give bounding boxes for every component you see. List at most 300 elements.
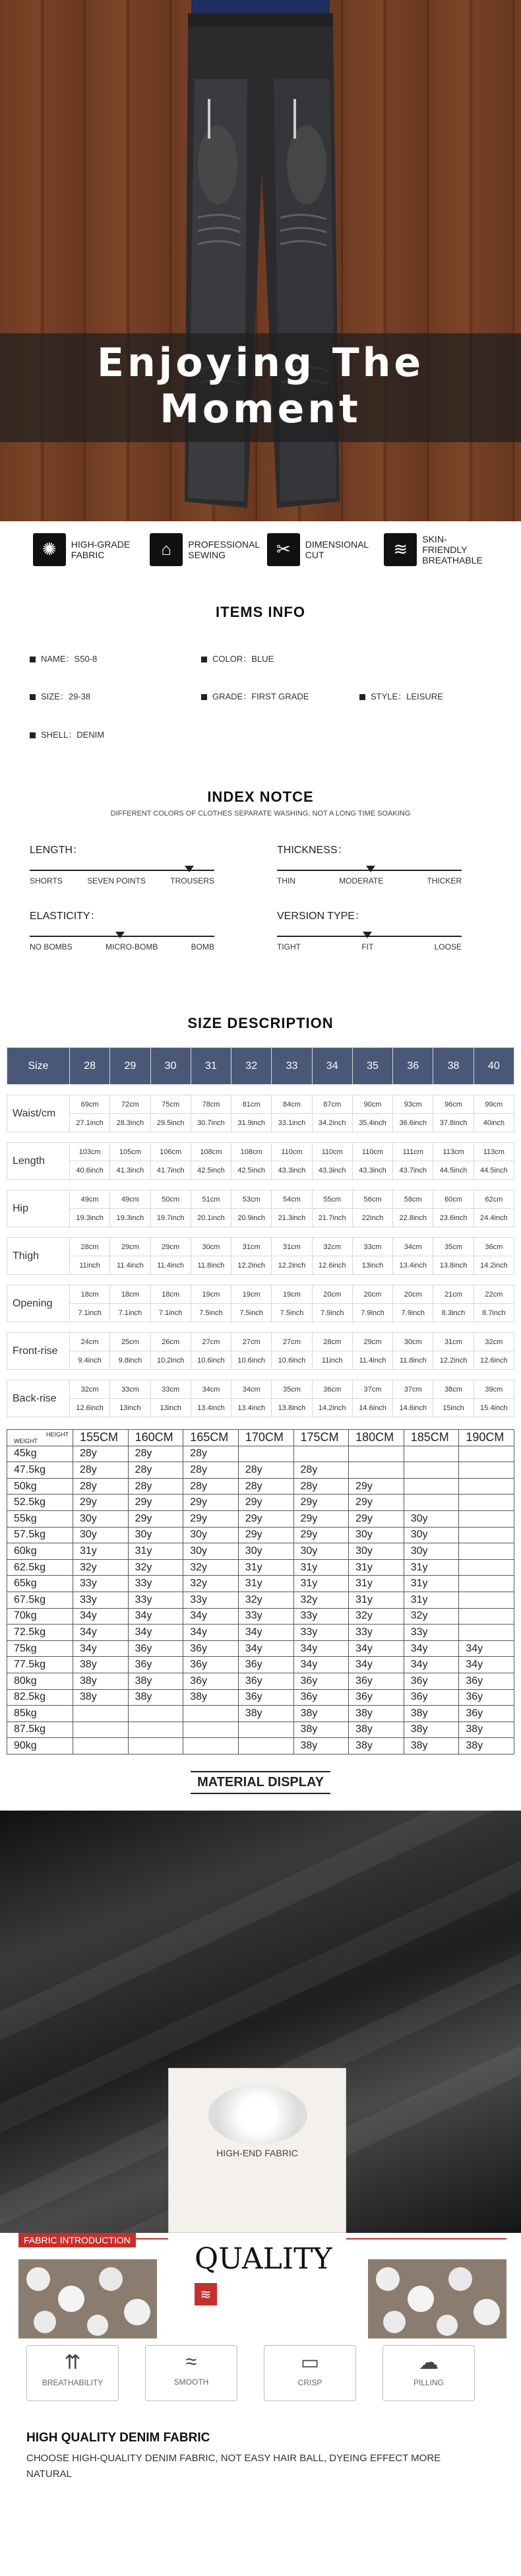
hw-size-cell: [238, 1446, 293, 1462]
feature-sewing: [150, 533, 260, 566]
hw-size-cell: 31y: [293, 1559, 349, 1576]
size-cell-cm: 36cm: [312, 1380, 352, 1399]
hw-size-cell: 36y: [183, 1657, 239, 1673]
size-cell-inch: 42.5inch: [191, 1161, 231, 1180]
hw-size-cell: 28y: [73, 1462, 129, 1479]
hw-size-cell: 36y: [183, 1673, 239, 1689]
size-cell-cm: 20cm: [312, 1285, 352, 1304]
size-cell-inch: 10.6inch: [272, 1351, 312, 1370]
prop-label: SMOOTH: [173, 2377, 209, 2387]
hw-size-cell: 28y: [183, 1462, 239, 1479]
hw-size-cell: 38y: [404, 1738, 459, 1755]
size-cell-cm: 55cm: [312, 1190, 352, 1209]
size-cell-cm: 31cm: [272, 1238, 312, 1256]
hw-size-cell: 36y: [293, 1689, 349, 1706]
hw-size-cell: [404, 1495, 459, 1511]
cloud-icon: ☁: [419, 2351, 439, 2373]
size-cell-inch: 15.4inch: [474, 1399, 514, 1417]
hw-size-cell: 30y: [404, 1510, 459, 1527]
fabric-introduction-label: FABRIC INTRODUCTION: [18, 2233, 136, 2247]
size-cell-cm: 62cm: [474, 1190, 514, 1209]
size-cell-inch: 31.9inch: [231, 1114, 272, 1132]
weight-label: 52.5kg: [7, 1495, 73, 1511]
hw-size-cell: 29y: [238, 1510, 293, 1527]
size-cell-inch: 7.5inch: [191, 1304, 231, 1322]
elasticity-scale: [30, 907, 214, 951]
hw-size-cell: 38y: [73, 1689, 129, 1706]
size-cell-cm: 53cm: [231, 1190, 272, 1209]
size-cell-cm: 29cm: [150, 1238, 191, 1256]
hw-size-cell: 36y: [459, 1706, 514, 1722]
hw-size-cell: 29y: [349, 1495, 404, 1511]
hw-size-cell: 38y: [349, 1722, 404, 1738]
size-header-cell: 34: [312, 1048, 352, 1085]
version-label: VERSION TYPE：: [277, 911, 365, 922]
hw-size-cell: [459, 1462, 514, 1479]
size-cell-cm: 35cm: [272, 1380, 312, 1399]
size-cell-inch: 7.5inch: [272, 1304, 312, 1322]
index-notice-title: INDEX NOTCE: [207, 789, 314, 805]
hw-size-cell: [238, 1722, 293, 1738]
size-header-cell: 36: [393, 1048, 433, 1085]
hw-size-cell: 36y: [128, 1657, 183, 1673]
hw-size-cell: [459, 1478, 514, 1495]
hw-size-cell: 33y: [73, 1592, 129, 1608]
quality-box: [168, 2233, 346, 2319]
size-cell-inch: 36.6inch: [393, 1114, 433, 1132]
hw-size-cell: 29y: [349, 1478, 404, 1495]
size-cell-cm: 110cm: [312, 1143, 352, 1161]
size-cell-cm: 28cm: [70, 1238, 110, 1256]
weight-label: 90kg: [7, 1738, 73, 1755]
size-cell-cm: 19cm: [231, 1285, 272, 1304]
hw-size-cell: 36y: [128, 1640, 183, 1657]
weight-label: 45kg: [7, 1446, 73, 1462]
size-cell-inch: 7.5inch: [231, 1304, 272, 1322]
size-cell-inch: 20.1inch: [191, 1209, 231, 1227]
size-cell-inch: 11.4inch: [110, 1256, 150, 1275]
size-cell-inch: 14.6inch: [352, 1399, 392, 1417]
hw-size-cell: 38y: [293, 1706, 349, 1722]
scissors-icon: ✂: [267, 533, 300, 566]
hw-size-cell: [128, 1738, 183, 1755]
size-cell-cm: 18cm: [150, 1285, 191, 1304]
elasticity-opt: MICRO-BOMB: [106, 942, 158, 951]
size-cell-inch: 9.8inch: [110, 1351, 150, 1370]
size-cell-cm: 110cm: [352, 1143, 392, 1161]
size-cell-cm: 99cm: [474, 1095, 514, 1114]
size-cell-inch: 15inch: [433, 1399, 474, 1417]
hw-size-cell: 33y: [183, 1592, 239, 1608]
size-cell-inch: 24.4inch: [474, 1209, 514, 1227]
hw-size-cell: 36y: [238, 1689, 293, 1706]
hw-size-cell: 28y: [128, 1478, 183, 1495]
hw-size-cell: 29y: [293, 1527, 349, 1543]
fabric-headline: HIGH QUALITY DENIM FABRIC: [26, 2430, 210, 2445]
size-cell-inch: 13inch: [352, 1256, 392, 1275]
size-cell-inch: 7.9inch: [393, 1304, 433, 1322]
size-description-title: SIZE DESCRIPTION: [187, 1015, 334, 1031]
size-cell-cm: 19cm: [191, 1285, 231, 1304]
size-cell-inch: 13.4inch: [393, 1256, 433, 1275]
length-opt: SHORTS: [30, 876, 63, 886]
high-end-fabric-card: [168, 2068, 346, 2233]
items-info-title: ITEMS INFO: [216, 604, 305, 620]
size-cell-inch: 43.3inch: [272, 1161, 312, 1180]
feature-label: DIMENSIONAL CUT: [305, 538, 369, 560]
sewing-machine-icon: ⌂: [150, 533, 183, 566]
hw-size-cell: 34y: [349, 1640, 404, 1657]
hw-size-cell: [404, 1462, 459, 1479]
size-cell-inch: 14.2inch: [312, 1399, 352, 1417]
size-cell-inch: 7.9inch: [352, 1304, 392, 1322]
size-row-label: Front-rise: [7, 1333, 70, 1370]
size-cell-cm: 29cm: [352, 1333, 392, 1351]
hw-size-cell: 28y: [183, 1478, 239, 1495]
hw-size-cell: 30y: [349, 1543, 404, 1560]
height-header-cell: 170CM: [238, 1430, 293, 1446]
cotton-swatch-image: [368, 2259, 506, 2338]
hw-size-cell: 32y: [183, 1576, 239, 1592]
size-cell-cm: 54cm: [272, 1190, 312, 1209]
size-cell-cm: 108cm: [231, 1143, 272, 1161]
hw-size-cell: 29y: [183, 1495, 239, 1511]
size-cell-cm: 27cm: [191, 1333, 231, 1351]
size-cell-cm: 56cm: [352, 1190, 392, 1209]
hw-size-cell: 34y: [404, 1640, 459, 1657]
version-scale: [277, 907, 462, 951]
hw-size-cell: 29y: [293, 1495, 349, 1511]
hw-size-cell: 38y: [128, 1673, 183, 1689]
version-opt: TIGHT: [277, 942, 301, 951]
length-opt: TROUSERS: [170, 876, 214, 886]
size-cell-cm: 37cm: [352, 1380, 392, 1399]
size-cell-cm: 39cm: [474, 1380, 514, 1399]
hw-size-cell: [459, 1527, 514, 1543]
weight-label: 57.5kg: [7, 1527, 73, 1543]
hw-size-cell: 28y: [293, 1478, 349, 1495]
thickness-opt: MODERATE: [339, 876, 384, 886]
weight-label: 65kg: [7, 1576, 73, 1592]
weight-label: 55kg: [7, 1510, 73, 1527]
height-header-cell: 155CM: [73, 1430, 129, 1446]
size-cell-inch: 44.5inch: [474, 1161, 514, 1180]
elasticity-opt: BOMB: [191, 942, 214, 951]
hw-size-cell: 31y: [349, 1576, 404, 1592]
hw-size-cell: [349, 1462, 404, 1479]
hw-size-cell: 30y: [183, 1543, 239, 1560]
hw-size-cell: [238, 1738, 293, 1755]
size-cell-cm: 87cm: [312, 1095, 352, 1114]
height-header-cell: 160CM: [128, 1430, 183, 1446]
size-cell-cm: 93cm: [393, 1095, 433, 1114]
size-cell-cm: 28cm: [312, 1333, 352, 1351]
size-row-label: Hip: [7, 1190, 70, 1227]
hw-size-cell: 31y: [349, 1592, 404, 1608]
hw-size-cell: [459, 1625, 514, 1641]
size-header-cell: 35: [352, 1048, 392, 1085]
hw-size-cell: 31y: [128, 1543, 183, 1560]
hw-size-cell: 32y: [349, 1608, 404, 1625]
hw-size-cell: 36y: [459, 1689, 514, 1706]
prop-label: PILLING: [413, 2377, 444, 2387]
size-cell-inch: 22.8inch: [393, 1209, 433, 1227]
size-cell-cm: 36cm: [474, 1238, 514, 1256]
hw-size-cell: [349, 1446, 404, 1462]
hw-size-cell: [73, 1738, 129, 1755]
material-heading: [0, 1755, 521, 1811]
cotton-image: [208, 2085, 307, 2144]
size-cell-inch: 23.6inch: [433, 1209, 474, 1227]
size-cell-cm: 35cm: [433, 1238, 474, 1256]
hw-size-cell: 34y: [459, 1640, 514, 1657]
height-header-cell: 185CM: [404, 1430, 459, 1446]
hw-size-cell: 28y: [73, 1446, 129, 1462]
hero-banner: [0, 0, 521, 521]
size-cell-cm: 37cm: [393, 1380, 433, 1399]
feature-label: SKIN-FRIENDLY BREATHABLE: [422, 533, 483, 565]
size-cell-cm: 18cm: [70, 1285, 110, 1304]
index-notice-subtitle: DIFFERENT COLORS OF CLOTHES SEPARATE WASHING, NOT A LONG TIME SOAKING: [110, 810, 411, 818]
feature-breathable: [384, 533, 488, 566]
size-cell-inch: 43.3inch: [352, 1161, 392, 1180]
size-cell-inch: 37.8inch: [433, 1114, 474, 1132]
size-description-heading: [0, 1000, 521, 1047]
weight-label: 77.5kg: [7, 1657, 73, 1673]
hw-size-cell: 36y: [459, 1673, 514, 1689]
size-cell-cm: 108cm: [191, 1143, 231, 1161]
prop-label: CRISP: [297, 2377, 322, 2387]
size-row-label: Waist/cm: [7, 1095, 70, 1132]
hw-size-cell: 28y: [183, 1446, 239, 1462]
hw-size-cell: 31y: [238, 1576, 293, 1592]
length-opt: SEVEN POINTS: [87, 876, 146, 886]
hw-size-cell: [73, 1722, 129, 1738]
size-cell-inch: 12.6inch: [312, 1256, 352, 1275]
hw-size-cell: 34y: [183, 1608, 239, 1625]
hw-size-cell: [73, 1706, 129, 1722]
size-cell-inch: 19.3inch: [110, 1209, 150, 1227]
hw-size-cell: 32y: [73, 1559, 129, 1576]
size-cell-inch: 30.7inch: [191, 1114, 231, 1132]
hw-size-cell: [404, 1478, 459, 1495]
elasticity-opt: NO BOMBS: [30, 942, 73, 951]
size-cell-inch: 11inch: [70, 1256, 110, 1275]
hw-size-cell: 38y: [293, 1738, 349, 1755]
size-cell-inch: 12.6inch: [474, 1351, 514, 1370]
size-cell-inch: 11.8inch: [393, 1351, 433, 1370]
size-cell-cm: 49cm: [110, 1190, 150, 1209]
size-header-cell: 32: [231, 1048, 272, 1085]
hw-size-cell: 33y: [349, 1625, 404, 1641]
height-header-cell: 180CM: [349, 1430, 404, 1446]
size-cell-inch: 8.7inch: [474, 1304, 514, 1322]
hero-title-line2: Moment: [160, 386, 361, 432]
weight-label: 47.5kg: [7, 1462, 73, 1479]
size-cell-inch: 11.4inch: [352, 1351, 392, 1370]
size-cell-cm: 110cm: [272, 1143, 312, 1161]
length-label: LENGTH：: [30, 845, 83, 856]
size-cell-cm: 31cm: [433, 1333, 474, 1351]
size-cell-inch: 10.6inch: [231, 1351, 272, 1370]
hw-size-cell: 38y: [183, 1689, 239, 1706]
high-end-fabric-label: HIGH-END FABRIC: [216, 2147, 298, 2158]
size-cell-cm: 24cm: [70, 1333, 110, 1351]
hw-size-cell: 33y: [404, 1625, 459, 1641]
size-cell-cm: 34cm: [191, 1380, 231, 1399]
weight-label: 70kg: [7, 1608, 73, 1625]
hw-size-cell: 32y: [183, 1559, 239, 1576]
hw-size-cell: 28y: [128, 1462, 183, 1479]
hw-size-cell: 36y: [349, 1689, 404, 1706]
size-cell-inch: 12.2inch: [272, 1256, 312, 1275]
hw-size-cell: [459, 1576, 514, 1592]
quality-text: QUALITY: [195, 2241, 332, 2276]
thickness-label: THICKNESS：: [277, 845, 348, 856]
hw-size-cell: 33y: [128, 1576, 183, 1592]
size-cell-cm: 33cm: [110, 1380, 150, 1399]
hw-size-cell: 34y: [238, 1640, 293, 1657]
size-cell-inch: 12.6inch: [70, 1399, 110, 1417]
size-cell-cm: 111cm: [393, 1143, 433, 1161]
hw-size-cell: 30y: [404, 1543, 459, 1560]
hw-size-cell: 32y: [238, 1592, 293, 1608]
elasticity-marker: [115, 932, 125, 938]
hw-size-cell: [293, 1446, 349, 1462]
index-notice-section: [0, 782, 521, 1000]
size-cell-inch: 33.1inch: [272, 1114, 312, 1132]
size-cell-inch: 11.4inch: [150, 1256, 191, 1275]
size-header-cell: 40: [474, 1048, 514, 1085]
hw-size-cell: 28y: [73, 1478, 129, 1495]
length-scale: [30, 841, 214, 886]
size-cell-cm: 113cm: [433, 1143, 474, 1161]
hw-size-cell: 33y: [238, 1608, 293, 1625]
material-title: MATERIAL DISPLAY: [191, 1771, 330, 1794]
shirt-icon: ▭: [300, 2351, 320, 2373]
hw-size-cell: 31y: [404, 1592, 459, 1608]
size-cell-cm: 22cm: [474, 1285, 514, 1304]
hw-size-cell: 36y: [349, 1673, 404, 1689]
hw-size-cell: 36y: [238, 1657, 293, 1673]
size-cell-cm: 19cm: [272, 1285, 312, 1304]
heat-waves-icon: ≋: [195, 2283, 217, 2305]
info-shell: SHELL：DENIM: [30, 728, 104, 740]
thickness-opt: THIN: [277, 876, 295, 886]
size-cell-cm: 20cm: [352, 1285, 392, 1304]
arrows-up-icon: ⇈: [64, 2351, 81, 2373]
size-cell-cm: 49cm: [70, 1190, 110, 1209]
fabric-introduction: [0, 2147, 521, 2576]
size-cell-inch: 40inch: [474, 1114, 514, 1132]
hw-size-cell: [404, 1446, 459, 1462]
size-cell-cm: 50cm: [150, 1190, 191, 1209]
hw-size-cell: 38y: [293, 1722, 349, 1738]
size-cell-cm: 96cm: [433, 1095, 474, 1114]
size-cell-cm: 27cm: [231, 1333, 272, 1351]
hw-size-cell: 29y: [183, 1510, 239, 1527]
size-cell-inch: 19.7inch: [150, 1209, 191, 1227]
prop-pilling: [383, 2345, 475, 2401]
hw-size-cell: 31y: [73, 1543, 129, 1560]
hw-size-cell: 34y: [293, 1640, 349, 1657]
hw-size-cell: 29y: [238, 1495, 293, 1511]
hw-size-cell: 34y: [238, 1625, 293, 1641]
size-cell-inch: 13.4inch: [231, 1399, 272, 1417]
quality-title: [195, 2242, 346, 2309]
hw-size-cell: [128, 1722, 183, 1738]
hw-size-cell: 29y: [238, 1527, 293, 1543]
hw-size-cell: [183, 1706, 239, 1722]
prop-crisp: [264, 2345, 356, 2401]
hw-size-cell: 30y: [349, 1527, 404, 1543]
hw-size-cell: 34y: [73, 1608, 129, 1625]
hw-size-cell: 32y: [293, 1592, 349, 1608]
hw-size-cell: [459, 1592, 514, 1608]
size-cell-inch: 44.5inch: [433, 1161, 474, 1180]
size-cell-cm: 25cm: [110, 1333, 150, 1351]
size-cell-inch: 12.2inch: [433, 1351, 474, 1370]
hw-size-cell: 29y: [128, 1510, 183, 1527]
size-cell-inch: 10.6inch: [191, 1351, 231, 1370]
size-cell-cm: 33cm: [150, 1380, 191, 1399]
fabric-properties: [26, 2345, 475, 2401]
size-cell-inch: 13.4inch: [191, 1399, 231, 1417]
size-cell-cm: 78cm: [191, 1095, 231, 1114]
hw-size-cell: 34y: [459, 1657, 514, 1673]
size-cell-inch: 8.3inch: [433, 1304, 474, 1322]
size-row-label: Opening: [7, 1285, 70, 1322]
hw-size-cell: 34y: [404, 1657, 459, 1673]
hw-size-cell: 38y: [238, 1706, 293, 1722]
size-cell-inch: 13inch: [110, 1399, 150, 1417]
height-header-cell: 165CM: [183, 1430, 239, 1446]
info-size: SIZE：29-38: [30, 690, 90, 702]
info-style: STYLE：LEISURE: [359, 690, 443, 702]
hw-size-cell: 33y: [293, 1608, 349, 1625]
size-cell-inch: 35.4inch: [352, 1114, 392, 1132]
size-cell-inch: 7.9inch: [312, 1304, 352, 1322]
size-cell-cm: 103cm: [70, 1143, 110, 1161]
size-header-cell: 28: [70, 1048, 110, 1085]
size-cell-cm: 72cm: [110, 1095, 150, 1114]
hw-size-cell: 33y: [293, 1625, 349, 1641]
weight-label: 72.5kg: [7, 1625, 73, 1641]
size-cell-cm: 69cm: [70, 1095, 110, 1114]
hw-size-cell: 30y: [238, 1543, 293, 1560]
weight-label: 75kg: [7, 1640, 73, 1657]
hw-size-cell: 36y: [404, 1689, 459, 1706]
prop-label: BREATHABILITY: [42, 2377, 104, 2387]
size-cell-inch: 13.8inch: [433, 1256, 474, 1275]
size-cell-cm: 75cm: [150, 1095, 191, 1114]
hw-size-cell: 29y: [349, 1510, 404, 1527]
hw-size-cell: 38y: [349, 1706, 404, 1722]
info-grade: GRADE：FIRST GRADE: [201, 690, 309, 702]
weight-label: 85kg: [7, 1706, 73, 1722]
size-cell-cm: 21cm: [433, 1285, 474, 1304]
feature-label: HIGH-GRADE FABRIC: [71, 538, 131, 560]
hw-size-cell: 34y: [293, 1657, 349, 1673]
hw-size-cell: 38y: [73, 1657, 129, 1673]
size-cell-inch: 21.3inch: [272, 1209, 312, 1227]
hw-size-cell: 29y: [128, 1495, 183, 1511]
cotton-swatch-image: [18, 2259, 157, 2338]
hw-size-cell: 30y: [404, 1527, 459, 1543]
size-cell-inch: 14.2inch: [474, 1256, 514, 1275]
corner-weight: WEIGHT: [14, 1437, 38, 1444]
size-cell-inch: 22inch: [352, 1209, 392, 1227]
